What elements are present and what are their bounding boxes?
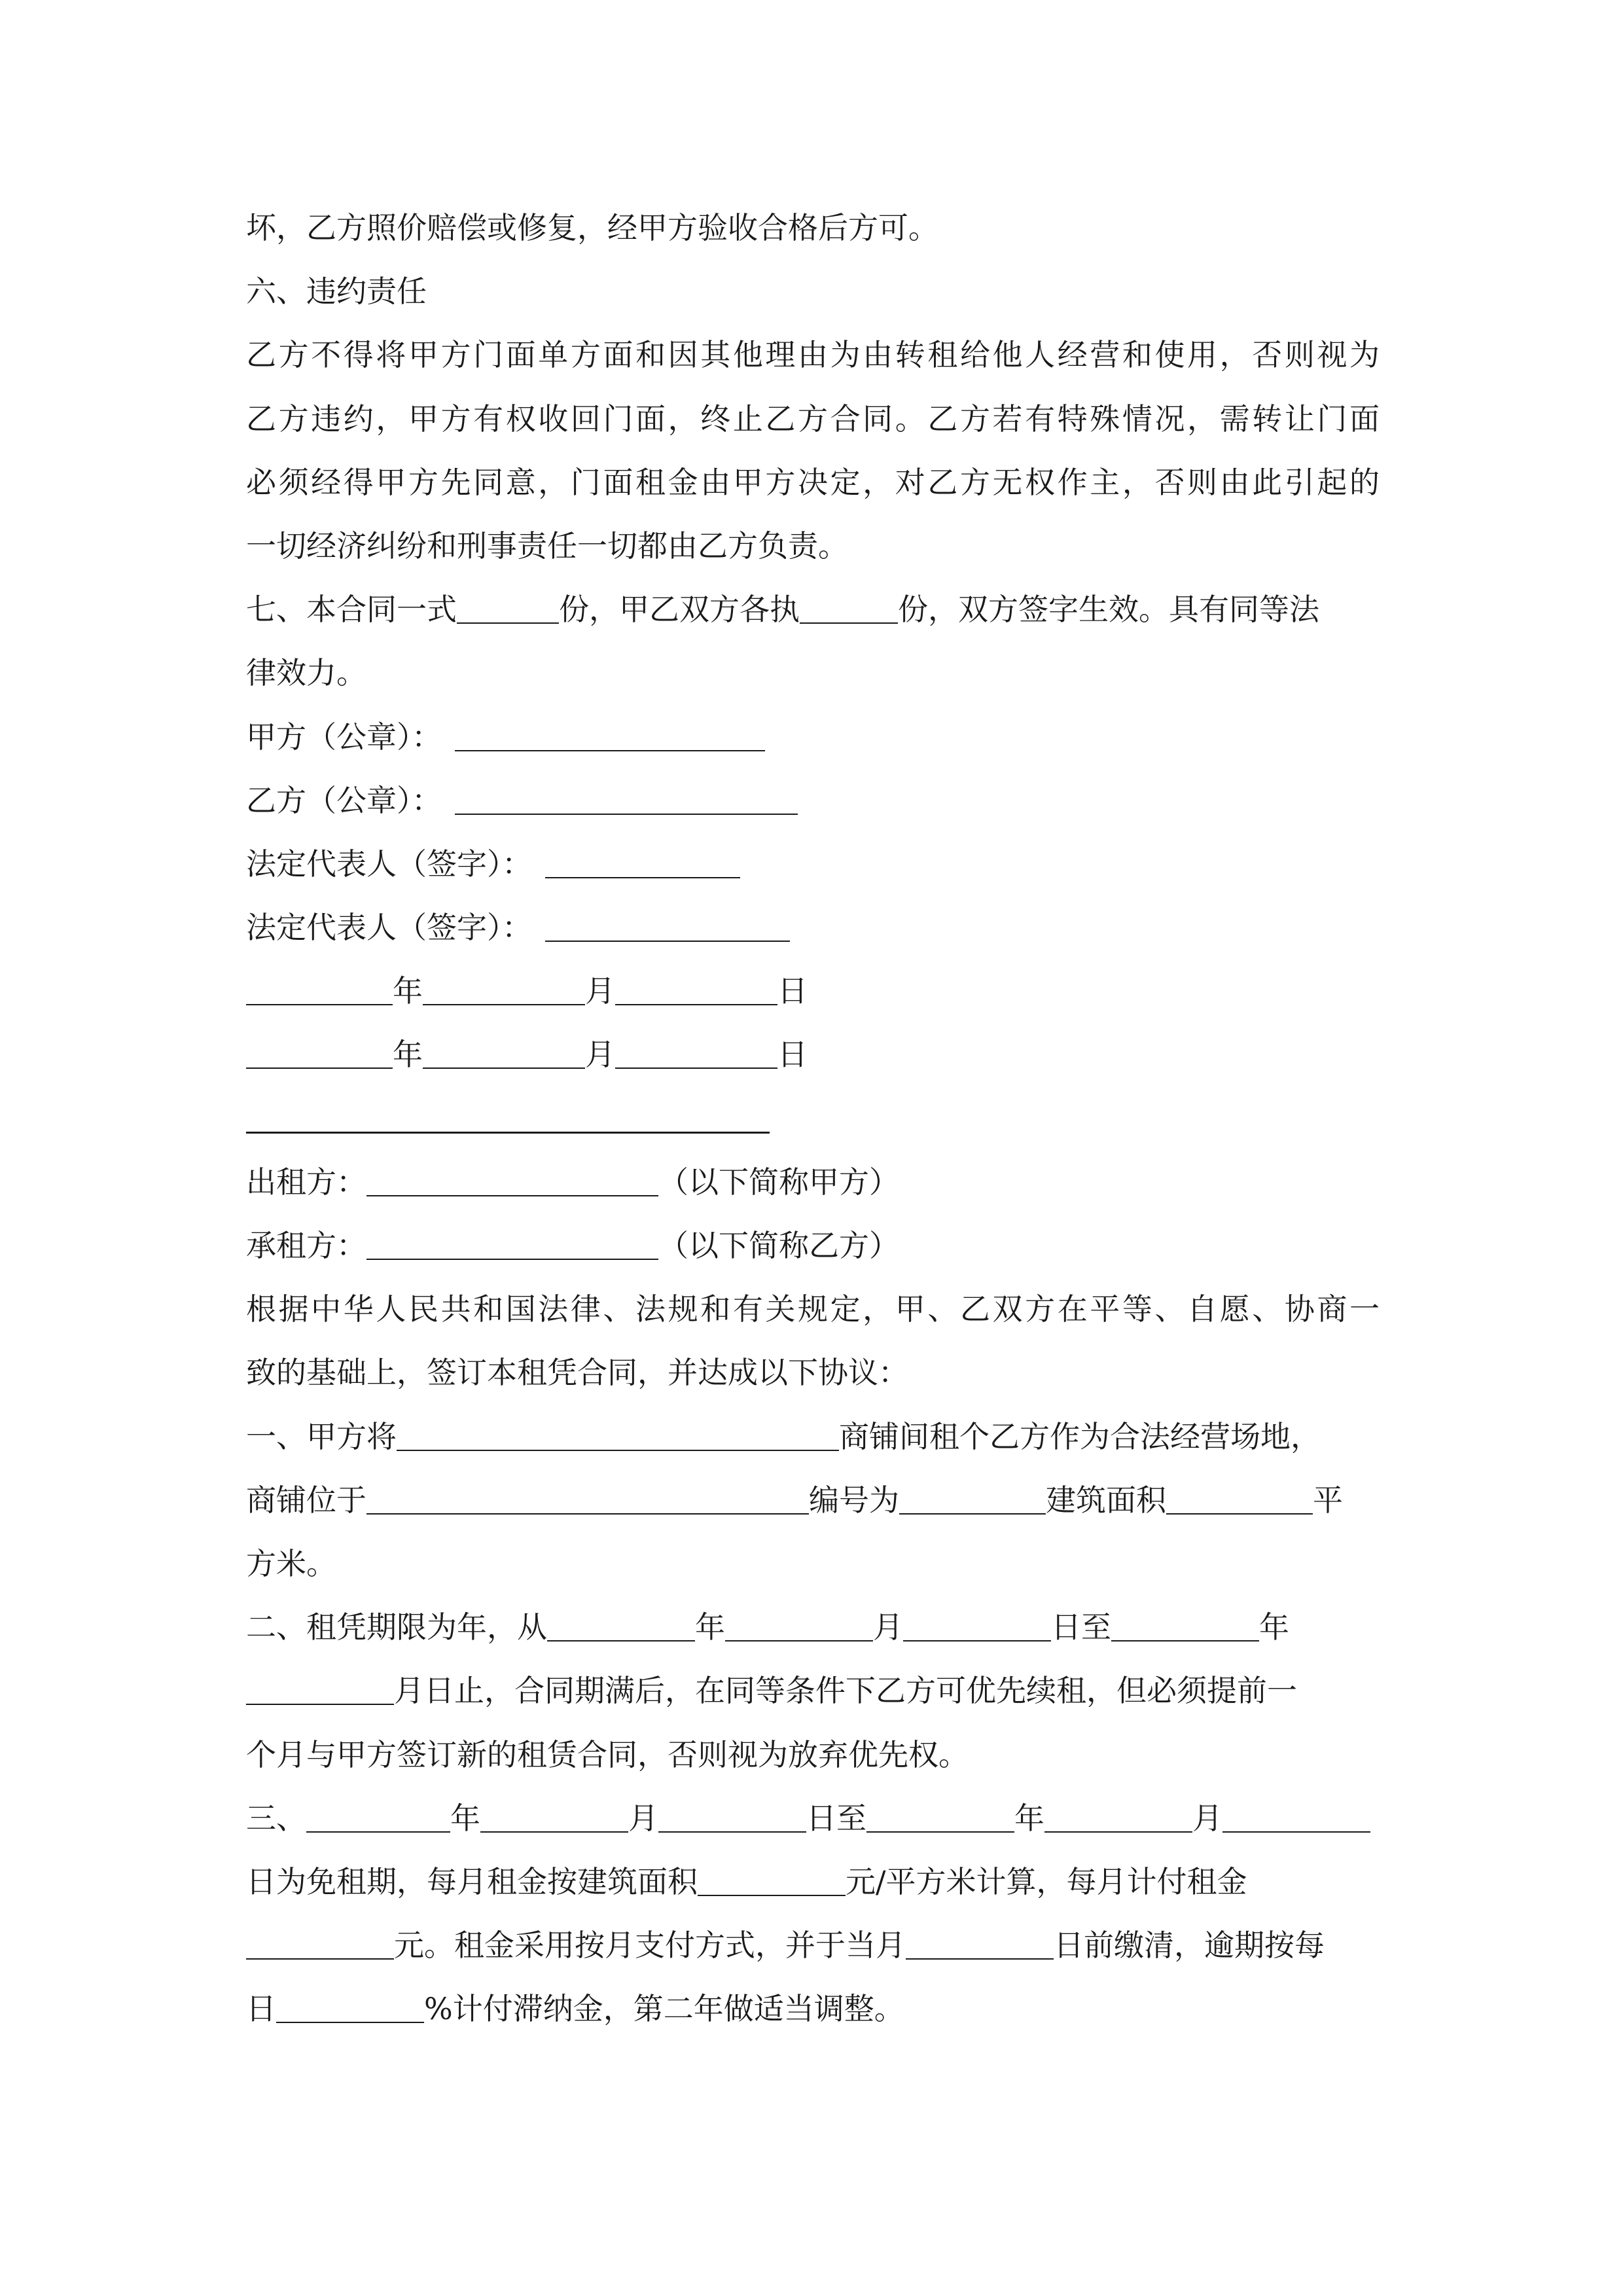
text: 编号为: [809, 1482, 899, 1518]
shop-location-field[interactable]: [366, 1483, 809, 1515]
text: 坏，乙方照价赔偿或修复，经甲方验收合格后方可。: [246, 210, 938, 245]
paragraph-line: [246, 514, 1380, 578]
floor-area-field[interactable]: [1166, 1483, 1313, 1515]
text: 年: [450, 1800, 480, 1836]
text: 年: [1014, 1800, 1044, 1836]
shop-number-field[interactable]: [899, 1483, 1046, 1515]
lessee-line: [246, 1214, 1380, 1278]
text: 平: [1313, 1482, 1343, 1518]
section-heading: [246, 260, 1380, 323]
divider: [246, 1132, 770, 1134]
party-a-seal-field[interactable]: [455, 720, 765, 751]
text: 月: [873, 1609, 903, 1645]
text: 元/平方米计算，每月计付租金: [846, 1863, 1247, 1899]
text: 日: [246, 1991, 276, 2027]
text: 个月与甲方签订新的租赁合同，否则视为放弃优先权。: [246, 1736, 969, 1772]
year-field[interactable]: [246, 974, 393, 1005]
free-end-day-field[interactable]: [1222, 1801, 1370, 1833]
copies-clause: [246, 578, 1380, 641]
text: 根据中华人民共和国法律、法规和有关规定，甲、乙双方在平等、自愿、协商一: [246, 1291, 1380, 1327]
clause-3-line: [246, 1914, 1380, 1977]
text: 法定代表人（签字）：: [246, 846, 532, 882]
start-month-field[interactable]: [725, 1610, 873, 1641]
paragraph-line: [246, 451, 1380, 514]
end-month-field[interactable]: [246, 1674, 394, 1705]
text: 日为免租期，每月租金按建筑面积: [246, 1863, 698, 1899]
clause-2-line: [246, 1596, 1380, 1659]
section-separator: [246, 1087, 1380, 1151]
date-line: [246, 1023, 1380, 1086]
text: 份，甲乙双方各执: [559, 592, 800, 628]
free-end-year-field[interactable]: [866, 1801, 1014, 1833]
text: 日: [777, 1037, 808, 1073]
text: 年: [1259, 1609, 1289, 1645]
text: 三、: [246, 1800, 306, 1836]
representative-signature-line: [246, 833, 1380, 896]
payment-day-field[interactable]: [906, 1928, 1054, 1960]
late-fee-rate-field[interactable]: [276, 1992, 424, 2023]
clause-1-line: [246, 1469, 1380, 1532]
text: 方米。: [246, 1545, 336, 1581]
text: 日: [777, 973, 808, 1009]
representative-signature-line: [246, 896, 1380, 960]
text: 律效力。: [246, 655, 366, 691]
representative-signature-field[interactable]: [545, 910, 790, 942]
paragraph-line: [246, 196, 1380, 260]
month-field[interactable]: [423, 974, 585, 1005]
text: （以下简称乙方）: [658, 1228, 899, 1263]
clause-3-line: [246, 1977, 1380, 2041]
day-field[interactable]: [615, 1037, 777, 1069]
text: 二、租凭期限为年，从: [246, 1609, 547, 1645]
text: 承租方：: [246, 1228, 366, 1263]
text: 六、违约责任: [246, 274, 427, 310]
text: 必须经得甲方先同意，门面租金由甲方决定，对乙方无权作主，否则由此引起的: [246, 464, 1380, 500]
rent-per-sqm-field[interactable]: [698, 1865, 846, 1896]
text: 年: [695, 1609, 725, 1645]
text: 出租方：: [246, 1164, 366, 1200]
party-b-seal-field[interactable]: [455, 783, 798, 815]
text: 一、甲方将: [246, 1418, 397, 1454]
text: 致的基础上，签订本租凭合同，并达成以下协议：: [246, 1355, 908, 1391]
text: 乙方违约，甲方有权收回门面，终止乙方合同。乙方若有特殊情况，需转让门面: [246, 401, 1380, 437]
text: 日前缴清，逾期按每: [1054, 1928, 1325, 1964]
text: 建筑面积: [1046, 1482, 1166, 1518]
paragraph-line: [246, 323, 1380, 387]
text: 月: [1192, 1800, 1222, 1836]
free-start-month-field[interactable]: [480, 1801, 628, 1833]
text: 月: [585, 1037, 615, 1073]
clause-1-line: [246, 1405, 1380, 1469]
contract-body: [246, 196, 1380, 2041]
paragraph-line: [246, 1278, 1380, 1341]
day-field[interactable]: [615, 974, 777, 1005]
text: 日至: [1051, 1609, 1111, 1645]
text: %计付滞纳金，第二年做适当调整。: [424, 1991, 904, 2027]
clause-3-line: [246, 1850, 1380, 1914]
text: 元。租金采用按月支付方式，并于当月: [394, 1928, 906, 1964]
text: 年: [393, 973, 423, 1009]
month-field[interactable]: [423, 1037, 585, 1069]
blank-field[interactable]: [800, 592, 898, 624]
free-start-year-field[interactable]: [306, 1801, 450, 1833]
blank-field[interactable]: [457, 592, 559, 624]
lessee-name-field[interactable]: [366, 1229, 658, 1260]
free-end-month-field[interactable]: [1044, 1801, 1192, 1833]
end-year-field[interactable]: [1111, 1610, 1259, 1641]
start-day-field[interactable]: [903, 1610, 1051, 1641]
clause-3-line: [246, 1787, 1380, 1850]
text: 商铺位于: [246, 1482, 366, 1518]
date-line: [246, 960, 1380, 1023]
lessor-line: [246, 1151, 1380, 1214]
free-start-day-field[interactable]: [658, 1801, 806, 1833]
text: 月: [585, 973, 615, 1009]
text: 乙方（公章）：: [246, 782, 442, 818]
party-a-seal-line: [246, 706, 1380, 769]
monthly-rent-field[interactable]: [246, 1928, 394, 1960]
paragraph-line: [246, 387, 1380, 451]
text: 份，双方签字生效。具有同等法: [898, 592, 1319, 628]
text: 一切经济纠纷和刑事责任一切都由乙方负责。: [246, 528, 848, 564]
lessor-name-field[interactable]: [366, 1165, 658, 1196]
shop-name-field[interactable]: [397, 1420, 839, 1451]
paragraph-line: [246, 641, 1380, 705]
text: （以下简称甲方）: [658, 1164, 899, 1200]
start-year-field[interactable]: [547, 1610, 695, 1641]
paragraph-line: [246, 1341, 1380, 1405]
text: 乙方不得将甲方门面单方面和因其他理由为由转租给他人经营和使用，否则视为: [246, 337, 1380, 373]
paragraph-line: [246, 1532, 1380, 1596]
representative-signature-field[interactable]: [545, 847, 740, 878]
text: 年: [393, 1037, 423, 1073]
text: 商铺间租个乙方作为合法经营场地，: [839, 1418, 1321, 1454]
year-field[interactable]: [246, 1037, 393, 1069]
text: 月: [628, 1800, 658, 1836]
text: 日至: [806, 1800, 866, 1836]
text: 月日止，合同期满后，在同等条件下乙方可优先续租，但必须提前一: [394, 1673, 1297, 1709]
paragraph-line: [246, 1723, 1380, 1787]
clause-2-line: [246, 1659, 1380, 1723]
party-b-seal-line: [246, 769, 1380, 833]
text: 甲方（公章）：: [246, 719, 442, 755]
text: 法定代表人（签字）：: [246, 910, 532, 946]
text: 七、本合同一式: [246, 592, 457, 628]
